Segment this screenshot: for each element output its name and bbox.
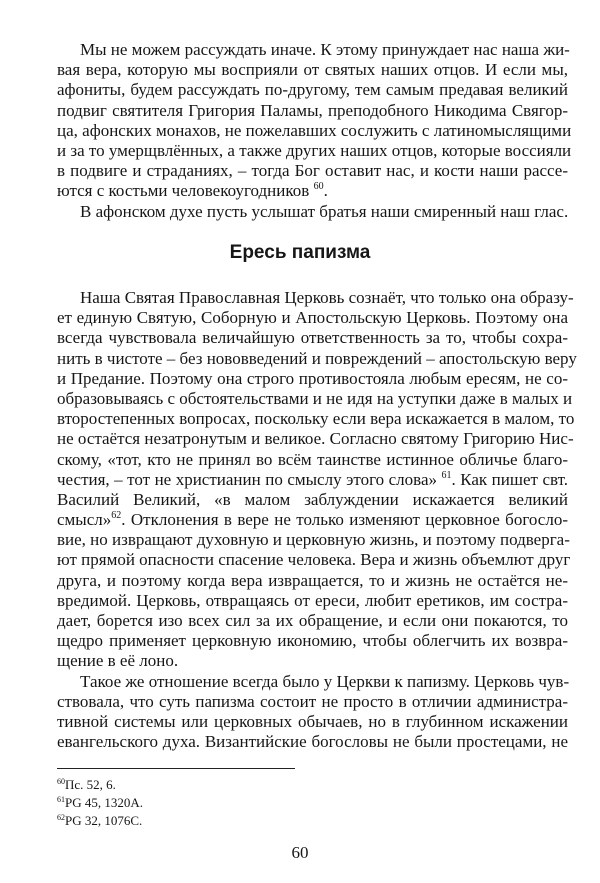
text-line: образовываясь с обстоятельствами и не идя на уступки даже в малых и xyxy=(57,388,573,408)
paragraph xyxy=(57,40,572,202)
text-line: и Предание. Поэтому она строго противостояла любым ересям, не со- xyxy=(57,368,568,388)
body-text-top xyxy=(57,40,572,222)
text-line: второстепенных вопросах, поскольку если вера искажается в малом, то xyxy=(57,409,575,429)
text-line: нить в чистоте – без нововведений и повреждений – апостольскую веру xyxy=(57,348,577,368)
footnote-separator xyxy=(57,768,295,769)
text-line: В афонском духе пусть услышат братья наши смиренный наш глас. xyxy=(80,201,569,221)
text-line: вие, но извращают духовную и церковную жизнь, и поэтому подверга- xyxy=(57,530,570,550)
text-line: ют прямой опасности спасение человека. Вера и жизнь объемлют друг xyxy=(57,550,571,570)
text-line: честия, – тот не христианин по смыслу этого слова» $^{61}$. Как пишет свт. xyxy=(57,469,568,489)
footnote xyxy=(57,794,143,812)
footnote xyxy=(57,776,143,794)
section-heading: Ересь папизма xyxy=(229,242,371,263)
body-text-main xyxy=(57,288,577,752)
text-line: Наша Святая Православная Церковь сознаёт, что только она образу- xyxy=(80,288,574,307)
paragraph xyxy=(57,288,577,672)
footnotes xyxy=(57,776,143,830)
text-line: ствовала, что суть папизма состоит не просто в отличии администра- xyxy=(57,691,568,711)
text-line: скому, «тот, кто не принял во всём таинстве истинное обличье благо- xyxy=(57,449,568,469)
text-line: щение в её лоно. xyxy=(57,651,179,671)
text-line: евангельского духа. Византийские богословы не были простецами, не xyxy=(57,732,568,752)
footnote-number: 61 xyxy=(57,795,65,804)
footnote-text: PG 45, 1320A. xyxy=(65,795,144,810)
footnote-ref: 61 xyxy=(441,469,452,481)
text-line: щедро применяет церковную икономию, чтобы облегчить их возвра- xyxy=(57,631,568,651)
text-line: ет единую Святую, Соборную и Апостольскую Церковь. Поэтому она xyxy=(57,308,568,328)
text-line: подвиг святителя Григория Паламы, преподобного Никодима Свягор- xyxy=(57,100,568,120)
text-line: Такое же отношение всегда было у Церкви к папизму. Церковь чув- xyxy=(80,671,570,691)
footnote-number: 60 xyxy=(57,777,65,786)
text-line: всегда чувствовала величайшую ответственность за то, чтобы сохра- xyxy=(57,328,568,348)
text-line: вая вера, которую мы восприяли от святых наших отцов. И если мы, xyxy=(57,60,568,80)
text-line: ются с костьми человекоугодников $^{60}$. xyxy=(57,181,328,201)
page-number: 60 xyxy=(291,843,309,862)
text-line: в подвиге и страданиях, – тогда Бог оставит нас, и кости наши рассе- xyxy=(57,161,568,181)
text-line: тивной системы или церковных обычаев, но в глубинном искажении xyxy=(57,711,568,731)
text-line: афониты, будем рассуждать по-другому, тем самым предавая великий xyxy=(57,80,568,100)
text-line: не остаётся незатронутым и великое. Согласно святому Григорию Нис- xyxy=(57,429,574,449)
text-line: Мы не можем рассуждать иначе. К этому принуждает нас наша жи- xyxy=(80,40,570,59)
paragraph xyxy=(57,672,568,753)
text-line: дает, борется изо всех сил за их обращение, и если они покаются, то xyxy=(57,611,568,630)
footnote-text: PG 32, 1076C. xyxy=(65,813,143,828)
text-line: вредимой. Церковь, отвращаясь от ереси, любит еретиков, им состра- xyxy=(57,590,568,610)
footnote-ref: 62 xyxy=(111,510,122,522)
footnote-ref: 60 xyxy=(313,181,324,193)
footnote xyxy=(57,812,143,830)
text-line: ца, афонских монахов, не пожелавших сослужить с латиномыслящими xyxy=(57,120,572,140)
text-line: и за то умерщвлённых, а также других наших отцов, которые воссияли xyxy=(57,140,572,160)
text-line: Василий Великий, «в малом заблуждении искажается великий xyxy=(57,489,568,509)
text-line: друга, и поэтому когда вера извращается, то и жизнь не остаётся не- xyxy=(57,570,568,590)
text-line: смысл»$^{62}$. Отклонения в вере не только изменяют церковное богосло- xyxy=(57,510,568,530)
paragraph xyxy=(57,202,568,222)
footnote-text: Пс. 52, 6. xyxy=(65,777,116,792)
footnote-number: 62 xyxy=(57,813,65,822)
